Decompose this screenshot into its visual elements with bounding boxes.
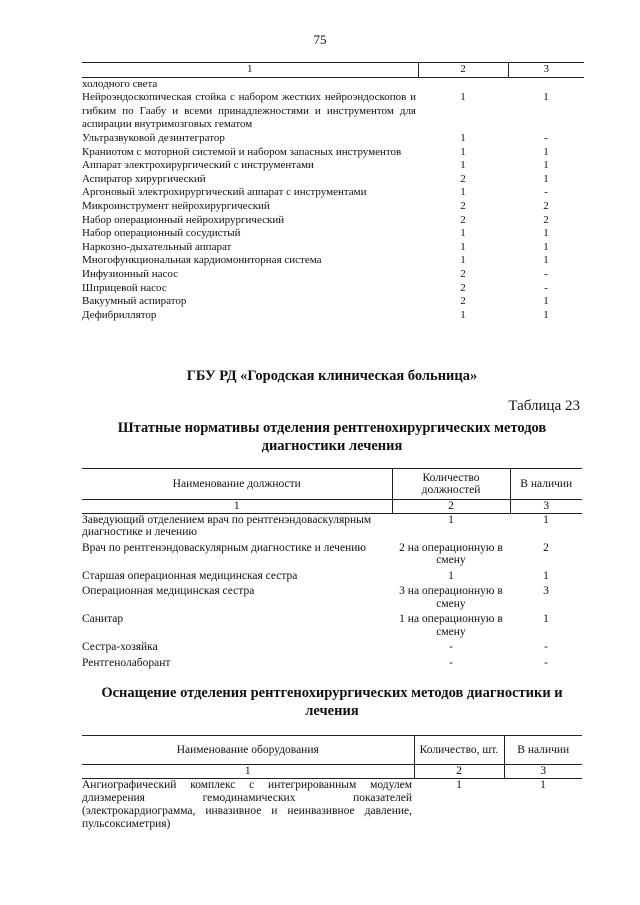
position-avail: 2 xyxy=(543,541,549,554)
position-avail: 1 xyxy=(543,613,549,625)
equipment-name: Аппарат электрохирургический с инструментами xyxy=(82,159,314,172)
position-count: 3 на операционную в смену xyxy=(399,585,503,610)
col-number-1: 1 xyxy=(82,500,392,514)
equipment-qty: 1 xyxy=(460,308,466,321)
position-count: 1 xyxy=(448,513,454,526)
table-row xyxy=(82,641,582,657)
equipment-avail: - xyxy=(544,281,548,294)
position-count: - xyxy=(449,641,453,653)
col-number-3: 3 xyxy=(510,500,582,514)
position-name: Заведующий отделением врач по рентгенэндоваскулярным диагностике и лечению xyxy=(82,513,372,538)
table-row xyxy=(82,309,584,323)
equipment-avail: 1 xyxy=(543,227,549,240)
table-row xyxy=(82,200,584,214)
equipment-name: Микроинструмент нейрохирургический xyxy=(82,199,270,212)
equipment-name: Ангиографический комплекс с интегрированным модулем длизмерения гемодинамических показателей (электрокардиограмма, инвазивное и неинвазивное давление, пульсоксиметрия) xyxy=(82,779,412,830)
staff-section-title: Штатные нормативы отделения рентгенохирургических методов диагностики лечения xyxy=(117,420,547,454)
equipment-name: Краниотом с моторной системой и набором запасных инструментов xyxy=(82,145,402,158)
equipment-qty: 2 xyxy=(460,172,466,185)
col-number-1: 1 xyxy=(82,765,414,779)
equipment-name: Многофункциональная кардиомониторная система xyxy=(82,254,322,267)
column-number-row xyxy=(82,500,582,514)
table-label: Таблица 23 xyxy=(508,398,580,414)
equipment-name: Аспиратор хирургический xyxy=(82,172,206,185)
position-avail: 3 xyxy=(543,585,549,597)
col-number-2: 2 xyxy=(392,500,510,514)
table-row xyxy=(82,159,584,173)
equipment-name: Вакуумный аспиратор xyxy=(82,295,187,308)
table-row xyxy=(82,513,582,542)
equipment-avail: 1 xyxy=(543,172,549,185)
equipment-avail: - xyxy=(544,267,548,280)
table-row xyxy=(82,570,582,586)
position-avail: - xyxy=(544,641,548,653)
position-avail: - xyxy=(544,656,548,669)
table-row xyxy=(82,657,582,673)
col-number-3: 3 xyxy=(508,63,584,78)
equipment-qty: 1 xyxy=(460,145,466,158)
header-count: Количество должностей xyxy=(392,469,510,500)
equipment-table-continued xyxy=(82,62,584,322)
staff-table xyxy=(82,468,582,672)
equipment-qty: 2 xyxy=(460,267,466,280)
col-number-2: 2 xyxy=(418,63,508,78)
equipment-avail: 1 xyxy=(540,779,546,791)
table-row xyxy=(82,613,582,641)
equipment-avail: 1 xyxy=(543,295,549,308)
equipment-qty: 2 xyxy=(460,213,466,226)
equipment-name: Аргоновый электрохирургический аппарат с инструментами xyxy=(82,186,367,199)
position-name: Врач по рентгенэндоваскулярным диагностике и лечению xyxy=(82,541,366,554)
table-header-row xyxy=(82,469,582,500)
equipment-qty: 1 xyxy=(460,254,466,267)
header-position: Наименование должности xyxy=(82,469,392,500)
equipment-qty: 2 xyxy=(460,281,466,294)
equipment-qty: 1 xyxy=(460,159,466,172)
position-count: 2 на операционную в смену xyxy=(399,541,503,566)
equipment-qty: 2 xyxy=(460,199,466,212)
equipment-qty: 1 xyxy=(460,131,466,144)
position-name: Сестра-хозяйка xyxy=(82,641,158,653)
table-row xyxy=(82,173,584,187)
equipment-name: Шприцевой насос xyxy=(82,281,167,294)
table-row xyxy=(82,146,584,160)
table-row xyxy=(82,585,582,613)
equipment-avail: 1 xyxy=(543,159,549,172)
table-row xyxy=(82,241,584,255)
table-row xyxy=(82,779,582,832)
equipment-qty: 2 xyxy=(460,295,466,308)
header-quantity: Количество, шт. xyxy=(414,736,504,765)
table-row xyxy=(82,132,584,146)
equipment-name: Инфузионный насос xyxy=(82,267,179,280)
equipment-qty: 1 xyxy=(460,91,466,104)
equipment-name: Ультразвуковой дезинтегратор xyxy=(82,131,225,144)
column-number-row xyxy=(82,765,582,779)
equipment-name: холодного света xyxy=(82,77,158,90)
equipment-name: Нейроэндоскопическая стойка с набором жестких нейроэндоскопов и гибким по Гаабу и всеми принадлежностями и инструментом для аспирации внутримозговых гематом xyxy=(82,91,416,131)
position-count: 1 на операционную в смену xyxy=(399,613,503,638)
table-row xyxy=(82,295,584,309)
position-avail: 1 xyxy=(543,513,549,526)
equipment-avail: - xyxy=(544,131,548,144)
equipment-avail: 1 xyxy=(543,91,549,104)
table-row xyxy=(82,214,584,228)
equipment-avail: 2 xyxy=(543,199,549,212)
equipment-avail: 1 xyxy=(543,254,549,267)
table-row xyxy=(82,542,582,570)
header-equipment: Наименование оборудования xyxy=(82,736,414,765)
equipment-avail: 2 xyxy=(543,213,549,226)
table-row xyxy=(82,91,584,132)
table-row xyxy=(82,268,584,282)
position-avail: 1 xyxy=(543,569,549,582)
table-row xyxy=(82,254,584,268)
equipment-qty xyxy=(418,77,508,91)
table-row xyxy=(82,186,584,200)
position-name: Санитар xyxy=(82,613,124,625)
position-name: Старшая операционная медицинская сестра xyxy=(82,569,298,582)
equipment-qty: 1 xyxy=(460,227,466,240)
position-name: Операционная медицинская сестра xyxy=(82,585,255,597)
table-header-row xyxy=(82,736,582,765)
column-number-row xyxy=(82,63,584,78)
equipment-qty: 1 xyxy=(460,240,466,253)
equipment-qty: 1 xyxy=(460,186,466,199)
table-row xyxy=(82,282,584,296)
equipment-name: Дефибриллятор xyxy=(82,308,157,321)
equipment-table xyxy=(82,735,582,831)
col-number-1: 1 xyxy=(82,63,418,78)
equipment-qty: 1 xyxy=(456,779,462,791)
col-number-3: 3 xyxy=(504,765,582,779)
equipment-section-title: Оснащение отделения рентгенохирургических методов диагностики и лечения xyxy=(101,685,563,719)
table-row xyxy=(82,77,584,91)
table-row xyxy=(82,227,584,241)
equipment-avail: - xyxy=(544,186,548,199)
equipment-avail: 1 xyxy=(543,308,549,321)
page-number: 75 xyxy=(313,32,327,47)
col-number-2: 2 xyxy=(414,765,504,779)
header-available: В наличии xyxy=(510,469,582,500)
header-available: В наличии xyxy=(504,736,582,765)
equipment-avail: 1 xyxy=(543,240,549,253)
equipment-name: Наркозно-дыхательный аппарат xyxy=(82,240,232,253)
equipment-avail xyxy=(508,77,584,91)
equipment-avail: 1 xyxy=(543,145,549,158)
hospital-title: ГБУ РД «Городская клиническая больница» xyxy=(186,368,478,384)
equipment-name: Набор операционный нейрохирургический xyxy=(82,213,285,226)
equipment-name: Набор операционный сосудистый xyxy=(82,227,241,240)
position-count: 1 xyxy=(448,569,454,582)
position-name: Рентгенолаборант xyxy=(82,656,171,669)
position-count: - xyxy=(449,656,453,669)
